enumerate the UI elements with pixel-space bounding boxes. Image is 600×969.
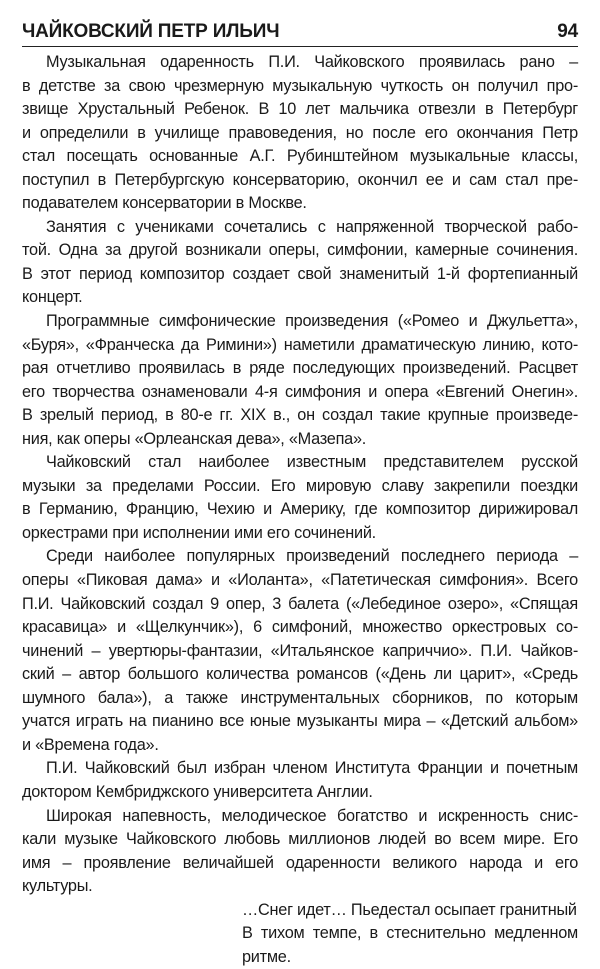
text-line: той. Одна за другой возникали оперы, симфонии, камерные сочинения. [22, 241, 578, 260]
text-line: шумного бала»), а также инструментальных сборников, по которым [22, 688, 578, 707]
text-line: чинений – увертюры-фантазии, «Итальянское каприччио». П.И. Чайков- [22, 641, 578, 660]
paragraph [22, 51, 578, 216]
text-line: красавица» и «Щелкунчик»), 6 симфоний, множество оркестровых со- [22, 618, 578, 637]
paragraph [22, 757, 578, 804]
text-line: Широкая напевность, мелодическое богатство и искренность снис- [46, 806, 578, 825]
text-line: стал посещать основанные А.Г. Рубинштейном музыкальные классы, [22, 147, 578, 166]
text-line: П.И. Чайковский был избран членом Института Франции и почетным [46, 759, 578, 778]
running-header [22, 16, 578, 47]
text-line: оркестрами при исполнении ими его сочинений. [22, 523, 376, 542]
text-line: поступил в Петербургскую консерваторию, окончил ее и сам стал пре- [22, 170, 578, 189]
text-line: Занятия с учениками сочетались с напряженной творческой рабо- [46, 217, 578, 236]
poem-line: В тихом темпе, в стеснительно медленном ритме. [242, 924, 578, 966]
text-line: в детстве за свою чрезмерную музыкальную чуткость он получил про- [22, 76, 578, 95]
text-line: Музыкальная одаренность П.И. Чайковского проявилась рано – [46, 53, 578, 71]
text-line: оперы «Пиковая дама» и «Иоланта», «Патетическая симфония». Всего [22, 571, 578, 590]
text-line: звище Хрустальный Ребенок. В 10 лет мальчика отвезли в Петербург [22, 100, 578, 119]
text-line: «Буря», «Франческа да Римини») наметили драматическую линию, кото- [22, 335, 578, 354]
text-line: кали музыке Чайковского любовь миллионов людей во всем мире. Его [22, 830, 578, 849]
page-number: 94 [557, 21, 578, 42]
text-line: музыки за пределами России. Его мировую славу закрепили поездки [22, 476, 578, 495]
text-line: В зрелый период, в 80-е гг. XIX в., он создал такие крупные произведе- [22, 406, 578, 425]
poem-line: …Снег идет… Пьедестал осыпает гранитный [242, 900, 577, 919]
text-line: доктором Кембриджского университета Англии. [22, 782, 373, 801]
text-line: его творчества ознаменовали 4-я симфония и опера «Евгений Онегин». [22, 382, 578, 401]
paragraph [22, 216, 578, 310]
paragraph [22, 310, 578, 451]
text-line: Программные симфонические произведения («Ромео и Джульетта», [46, 312, 578, 331]
text-line: учатся играть на пианино все юные музыканты мира – «Детский альбом» [22, 712, 578, 731]
text-line: Чайковский стал наиболее известным представителем русской [46, 453, 578, 472]
text-line: культуры. [22, 877, 93, 896]
text-line: имя – проявление величайшей одаренности великого народа и его [22, 853, 578, 872]
text-line: подавателем консерватории в Москве. [22, 194, 307, 213]
body-text [22, 51, 578, 966]
text-line: ский – автор большого количества романсов («День ли царит», «Средь [22, 665, 578, 684]
paragraph [22, 545, 578, 757]
text-line: П.И. Чайковский создал 9 опер, 3 балета («Лебединое озеро», «Спящая [22, 594, 578, 613]
poem-epigraph [22, 899, 578, 966]
text-line: рая отчетливо проявилась в ряде последующих произведений. Расцвет [22, 359, 578, 378]
text-line: и «Времена года». [22, 735, 159, 754]
paragraph [22, 805, 578, 899]
text-line: В этот период композитор создает свой знаменитый 1-й фортепианный [22, 264, 578, 283]
text-line: концерт. [22, 288, 83, 307]
running-title: ЧАЙКОВСКИЙ ПЕТР ИЛЬИЧ [22, 21, 280, 42]
text-line: Среди наиболее популярных произведений последнего периода – [46, 547, 578, 566]
text-line: в Германию, Францию, Чехию и Америку, где композитор дирижировал [22, 500, 578, 519]
text-line: и определили в училище правоведения, но после его окончания Петр [22, 123, 578, 142]
text-line: ния, как оперы «Орлеанская дева», «Мазепа». [22, 429, 367, 448]
paragraph [22, 451, 578, 545]
